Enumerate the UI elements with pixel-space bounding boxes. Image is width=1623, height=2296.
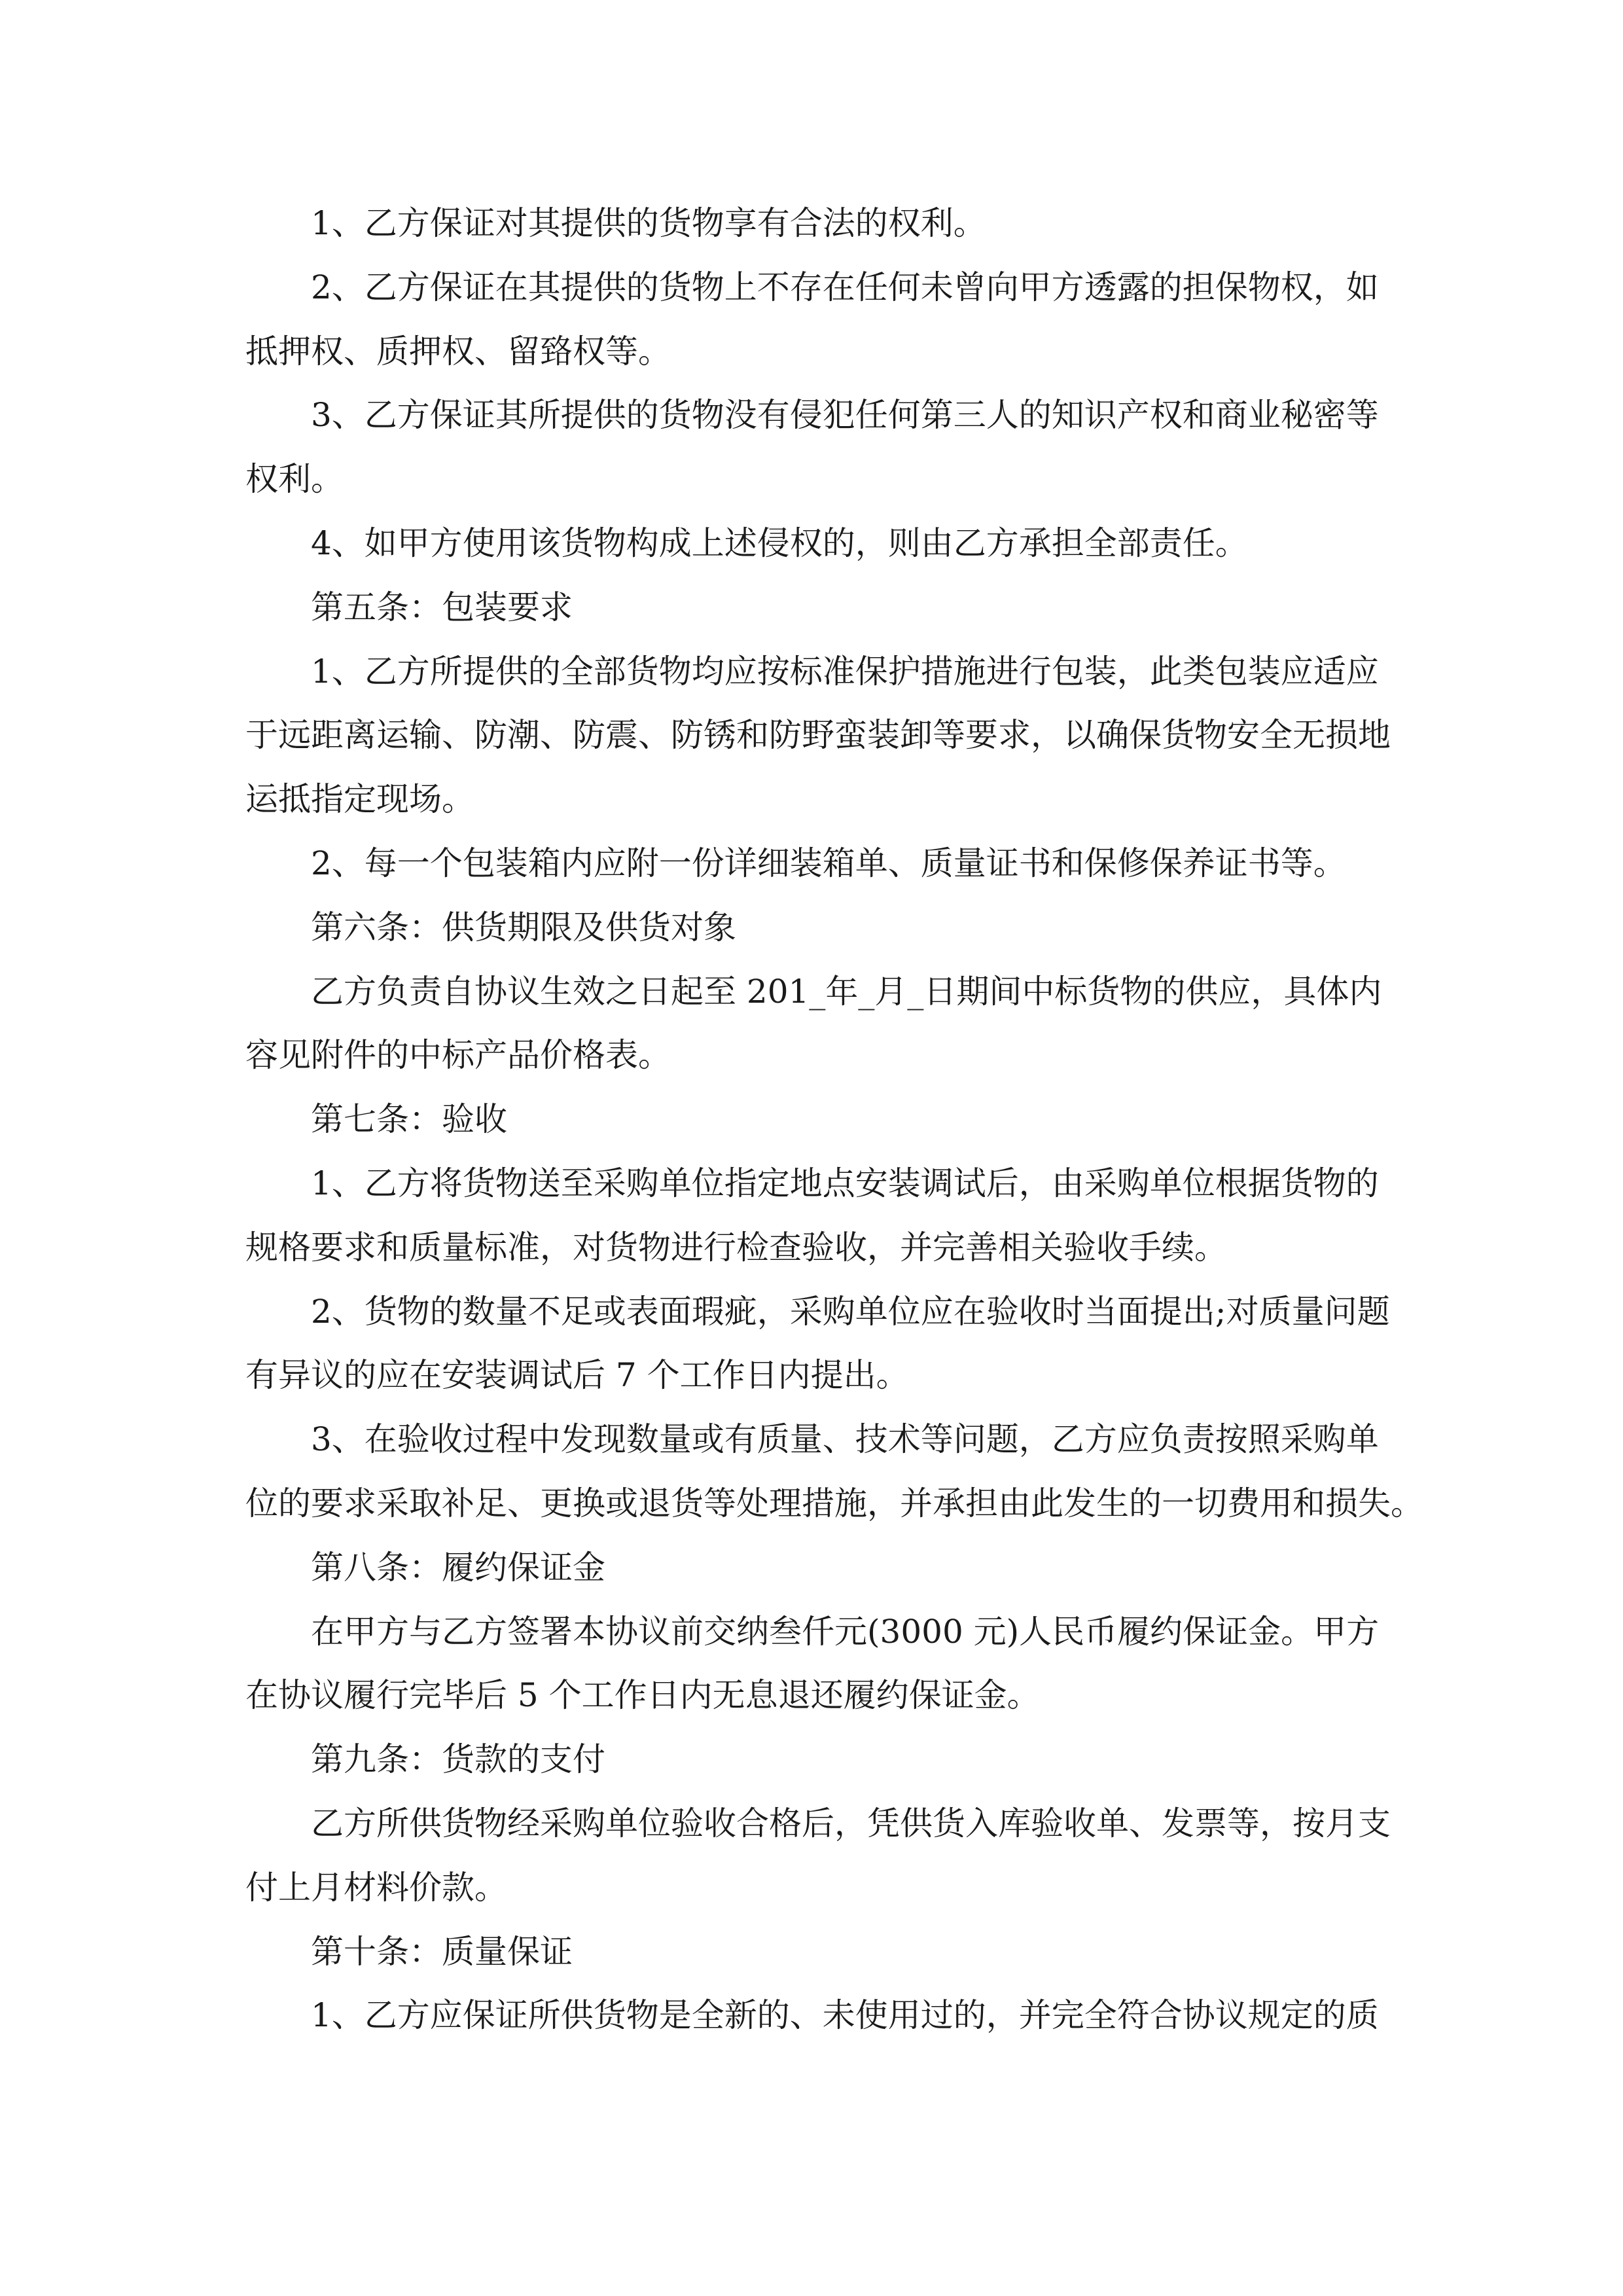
clause-5-item-1-cont-1: 于远距离运输、防潮、防震、防锈和防野蛮装卸等要求，以确保货物安全无损地 [245, 716, 1391, 755]
clause-7-item-3: 3、在验收过程中发现数量或有质量、技术等问题，乙方应负责按照采购单 [311, 1420, 1379, 1459]
clause-5-heading: 第五条：包装要求 [311, 588, 573, 626]
clause-8-body-cont: 在协议履行完毕后 5 个工作日内无息退还履约保证金。 [245, 1676, 1040, 1715]
clause-5-item-1: 1、乙方所提供的全部货物均应按标准保护措施进行包装，此类包装应适应 [311, 652, 1379, 691]
clause-6-body-cont: 容见附件的中标产品价格表。 [245, 1036, 671, 1075]
clause-4-item-3: 3、乙方保证其所提供的货物没有侵犯任何第三人的知识产权和商业秘密等 [311, 396, 1379, 435]
clause-5-item-1-cont-2: 运抵指定现场。 [245, 780, 474, 819]
clause-10-item-1: 1、乙方应保证所供货物是全新的、未使用过的，并完全符合协议规定的质 [311, 1996, 1379, 2035]
clause-8-body: 在甲方与乙方签署本协议前交纳叁仟元(3000 元)人民币履约保证金。甲方 [311, 1612, 1380, 1651]
clause-5-item-2: 2、每一个包装箱内应附一份详细装箱单、质量证书和保修保养证书等。 [311, 844, 1346, 882]
clause-6-heading: 第六条：供货期限及供货对象 [311, 908, 736, 946]
clause-6-body: 乙方负责自协议生效之日起至 201_年_月_日期间中标货物的供应，具体内 [311, 972, 1382, 1011]
clause-7-item-3-cont: 位的要求采取补足、更换或退货等处理措施，并承担由此发生的一切费用和损失。 [245, 1484, 1423, 1522]
clause-4-item-1: 1、乙方保证对其提供的货物享有合法的权利。 [311, 204, 986, 242]
clause-9-body-cont: 付上月材料价款。 [245, 1868, 507, 1907]
clause-4-item-4: 4、如甲方使用该货物构成上述侵权的，则由乙方承担全部责任。 [311, 524, 1248, 562]
clause-8-heading: 第八条：履约保证金 [311, 1548, 605, 1587]
clause-7-item-2-cont: 有异议的应在安装调试后 7 个工作日内提出。 [245, 1356, 909, 1395]
clause-4-item-2-cont: 抵押权、质押权、留臵权等。 [245, 332, 671, 370]
clause-7-item-1-cont: 规格要求和质量标准，对货物进行检查验收，并完善相关验收手续。 [245, 1228, 1227, 1266]
clause-4-item-2: 2、乙方保证在其提供的货物上不存在任何未曾向甲方透露的担保物权，如 [311, 268, 1379, 306]
clause-9-heading: 第九条：货款的支付 [311, 1740, 605, 1779]
clause-10-heading: 第十条：质量保证 [311, 1932, 573, 1971]
clause-7-heading: 第七条：验收 [311, 1100, 507, 1139]
clause-9-body: 乙方所供货物经采购单位验收合格后，凭供货入库验收单、发票等，按月支 [311, 1804, 1391, 1842]
document-body [245, 192, 1423, 2048]
clause-4-item-3-cont: 权利。 [245, 460, 344, 499]
clause-7-item-2: 2、货物的数量不足或表面瑕疵，采购单位应在验收时当面提出;对质量问题 [311, 1292, 1390, 1331]
clause-7-item-1: 1、乙方将货物送至采购单位指定地点安装调试后，由采购单位根据货物的 [311, 1164, 1379, 1202]
